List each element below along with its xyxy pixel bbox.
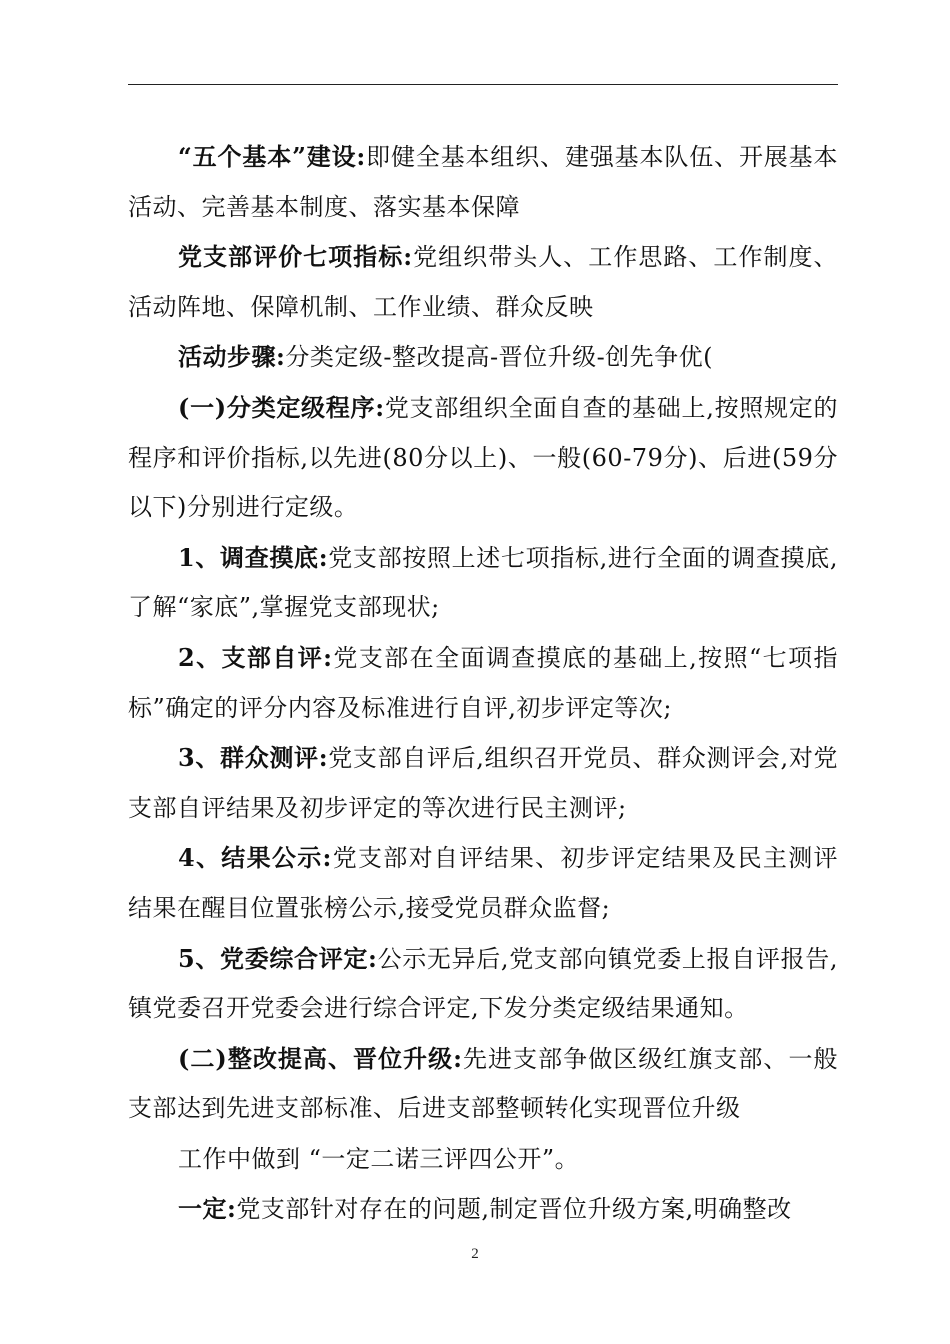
- paragraph-text: 党支部组织全面自查的基础上,按照规定的程序和评价指标,以先进(80分以上)、一般(60-79分)、后进(59分以下)分别进行定级。: [128, 393, 838, 522]
- header-rule: [128, 84, 838, 85]
- paragraph-text: 党支部按照上述七项指标,进行全面的调查摸底,了解“家底”,掌握党支部现状;: [128, 543, 838, 622]
- paragraph-classification-procedure: [128, 383, 838, 533]
- paragraph-lead: 5、党委综合评定:: [178, 943, 378, 973]
- page-number: 2: [471, 1246, 479, 1262]
- paragraph-five-basics: [128, 132, 838, 232]
- paragraph-activity-steps: [128, 332, 838, 383]
- paragraph-lead: (一)分类定级程序:: [178, 392, 385, 422]
- paragraph-lead: 2、支部自评:: [178, 642, 333, 672]
- paragraph-lead: 活动步骤:: [178, 342, 286, 372]
- paragraph-text: 先进支部争做区级红旗支部、一般支部达到先进支部标准、后进支部整顿转化实现晋位升级: [128, 1044, 838, 1123]
- paragraph-step-investigation: [128, 533, 838, 633]
- paragraph-text: 党支部在全面调查摸底的基础上,按照“七项指标”确定的评分内容及标准进行自评,初步评定等次;: [128, 643, 838, 722]
- paragraph-text: 即健全基本组织、建强基本队伍、开展基本活动、完善基本制度、落实基本保障: [128, 143, 839, 221]
- paragraph-one-plan: [128, 1184, 838, 1235]
- paragraph-text: 党组织带头人、工作思路、工作制度、活动阵地、保障机制、工作业绩、群众反映: [128, 243, 839, 321]
- paragraph-text: 党支部自评后,组织召开党员、群众测评会,对党支部自评结果及初步评定的等次进行民主测评;: [128, 744, 838, 822]
- document-body: [128, 132, 838, 1235]
- paragraph-lead: “五个基本”建设:: [178, 142, 366, 171]
- paragraph-text: 党支部针对存在的问题,制定晋位升级方案,明确整改: [236, 1195, 792, 1224]
- paragraph-lead: 1、调查摸底:: [178, 542, 329, 572]
- paragraph-step-publicity: [128, 833, 838, 933]
- paragraph-text: 党支部对自评结果、初步评定结果及民主测评结果在醒目位置张榜公示,接受党员群众监督;: [128, 844, 838, 922]
- paragraph-work-principle: [128, 1134, 838, 1185]
- paragraph-step-self-evaluation: [128, 633, 838, 733]
- paragraph-lead: (二)整改提高、晋位升级:: [178, 1043, 463, 1073]
- paragraph-step-committee-assessment: [128, 934, 838, 1034]
- paragraph-seven-indicators: [128, 232, 838, 332]
- paragraph-lead: 3、群众测评:: [178, 743, 329, 773]
- paragraph-step-public-evaluation: [128, 733, 838, 833]
- paragraph-lead: 一定:: [178, 1194, 237, 1224]
- paragraph-text: 公示无异后,党支部向镇党委上报自评报告,镇党委召开党委会进行综合评定,下发分类定级结果通知。: [128, 944, 838, 1023]
- paragraph-rectification-upgrade: [128, 1034, 838, 1134]
- paragraph-lead: 党支部评价七项指标:: [178, 242, 413, 272]
- paragraph-text: 分类定级-整改提高-晋位升级-创先争优(: [285, 343, 714, 372]
- paragraph-text: 工作中做到 “一定二诺三评四公开”。: [178, 1144, 580, 1173]
- paragraph-lead: 4、结果公示:: [178, 843, 332, 873]
